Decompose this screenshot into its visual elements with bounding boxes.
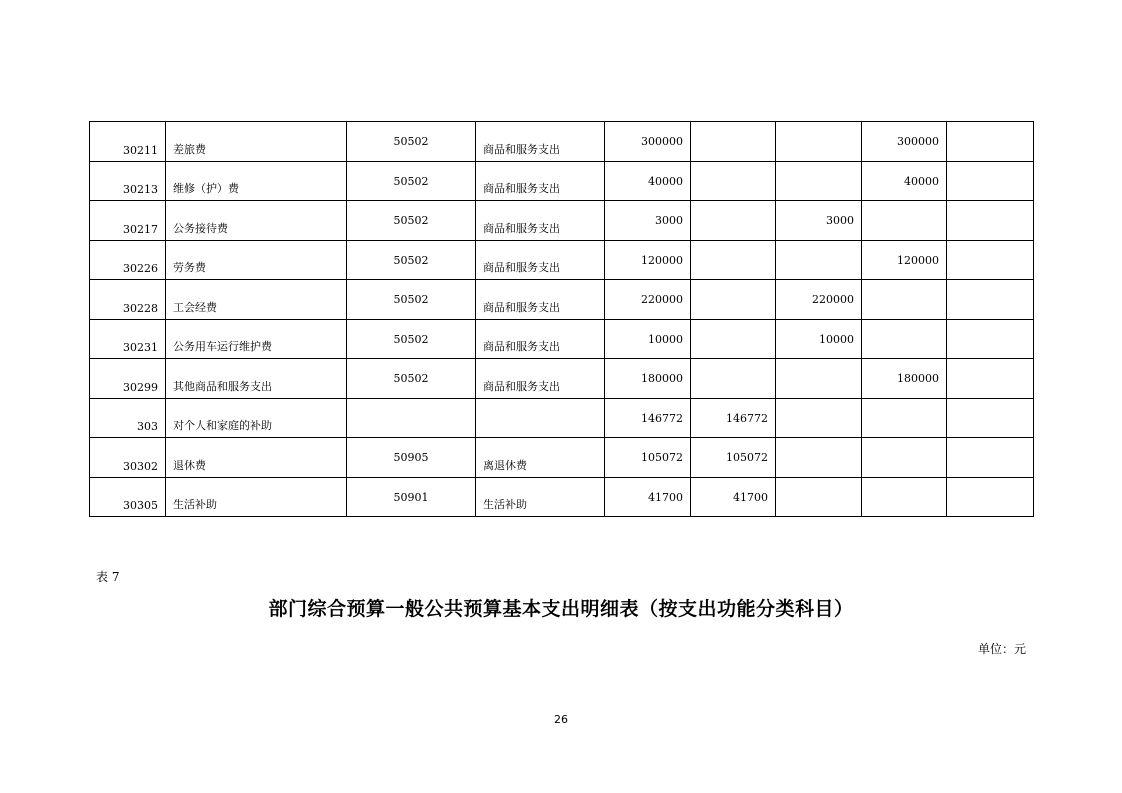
extra-amount-cell bbox=[947, 280, 1034, 320]
public-amount-cell bbox=[776, 359, 862, 399]
total-amount-text: 220000 bbox=[641, 293, 683, 306]
subject-name-cell bbox=[166, 240, 347, 280]
subject-name-cell bbox=[166, 477, 347, 517]
economic-code-cell bbox=[347, 122, 476, 162]
table-row bbox=[90, 122, 1034, 162]
total-amount-text: 300000 bbox=[641, 135, 683, 148]
subject-code-text: 30211 bbox=[123, 143, 158, 157]
other-amount-cell bbox=[862, 477, 947, 517]
subject-code-cell bbox=[90, 201, 166, 241]
extra-amount-cell bbox=[947, 240, 1034, 280]
other-amount-cell bbox=[862, 161, 947, 201]
table-body bbox=[90, 122, 1034, 517]
extra-amount-cell bbox=[947, 161, 1034, 201]
extra-amount-cell bbox=[947, 122, 1034, 162]
economic-code-text: 50502 bbox=[393, 135, 429, 148]
table-row bbox=[90, 438, 1034, 478]
economic-code-text: 50502 bbox=[393, 174, 429, 188]
public-amount-text: 3000 bbox=[826, 214, 854, 227]
economic-code-text: 50905 bbox=[393, 451, 429, 464]
table-row bbox=[90, 398, 1034, 438]
public-amount-cell bbox=[776, 240, 862, 280]
other-amount-cell bbox=[862, 319, 947, 359]
economic-name-text: 商品和服务支出 bbox=[483, 182, 560, 195]
table-row bbox=[90, 201, 1034, 241]
economic-code-cell bbox=[347, 319, 476, 359]
table-row bbox=[90, 240, 1034, 280]
economic-code-text: 50502 bbox=[393, 253, 429, 267]
economic-name-text: 商品和服务支出 bbox=[483, 142, 560, 156]
total-amount-text: 146772 bbox=[641, 411, 683, 425]
total-amount-cell bbox=[605, 280, 691, 320]
subject-code-text: 303 bbox=[137, 420, 158, 433]
other-amount-cell bbox=[862, 201, 947, 241]
other-amount-text: 120000 bbox=[897, 253, 939, 267]
economic-name-text: 离退休费 bbox=[483, 458, 527, 472]
economic-code-cell bbox=[347, 477, 476, 517]
economic-code-text: 50502 bbox=[393, 293, 429, 306]
extra-amount-cell bbox=[947, 398, 1034, 438]
economic-name-text: 商品和服务支出 bbox=[483, 261, 560, 274]
subject-name-cell bbox=[166, 201, 347, 241]
other-amount-cell bbox=[862, 122, 947, 162]
subject-name-text: 对个人和家庭的补助 bbox=[173, 419, 272, 432]
total-amount-text: 120000 bbox=[641, 253, 683, 267]
economic-name-cell bbox=[476, 240, 605, 280]
public-amount-cell bbox=[776, 319, 862, 359]
economic-name-cell bbox=[476, 438, 605, 478]
subject-name-text: 差旅费 bbox=[173, 142, 206, 156]
extra-amount-cell bbox=[947, 438, 1034, 478]
subject-name-cell bbox=[166, 438, 347, 478]
economic-code-cell bbox=[347, 280, 476, 320]
other-amount-cell bbox=[862, 240, 947, 280]
economic-code-text: 50502 bbox=[393, 332, 429, 346]
subject-code-text: 30302 bbox=[123, 459, 158, 473]
table-row bbox=[90, 280, 1034, 320]
economic-name-cell bbox=[476, 280, 605, 320]
subject-name-cell bbox=[166, 398, 347, 438]
personnel-amount-cell bbox=[691, 201, 776, 241]
total-amount-text: 41700 bbox=[648, 490, 683, 504]
subject-code-cell bbox=[90, 359, 166, 399]
total-amount-cell bbox=[605, 477, 691, 517]
table-row bbox=[90, 477, 1034, 517]
extra-amount-cell bbox=[947, 477, 1034, 517]
economic-name-text: 商品和服务支出 bbox=[483, 300, 560, 314]
economic-name-cell bbox=[476, 319, 605, 359]
total-amount-cell bbox=[605, 438, 691, 478]
subject-name-text: 公务接待费 bbox=[173, 221, 228, 235]
personnel-amount-cell bbox=[691, 240, 776, 280]
personnel-amount-text: 105072 bbox=[726, 451, 768, 464]
subject-code-text: 30305 bbox=[123, 499, 158, 512]
economic-code-text: 50502 bbox=[393, 214, 429, 227]
subject-code-cell bbox=[90, 398, 166, 438]
subject-code-text: 30213 bbox=[123, 183, 158, 196]
subject-code-cell bbox=[90, 319, 166, 359]
economic-code-text: 50502 bbox=[393, 372, 429, 385]
other-amount-text: 40000 bbox=[904, 174, 939, 188]
economic-name-cell bbox=[476, 477, 605, 517]
extra-amount-cell bbox=[947, 201, 1034, 241]
subject-name-text: 劳务费 bbox=[173, 261, 206, 274]
economic-name-cell bbox=[476, 161, 605, 201]
total-amount-cell bbox=[605, 122, 691, 162]
personnel-amount-cell bbox=[691, 280, 776, 320]
extra-amount-cell bbox=[947, 359, 1034, 399]
table-row bbox=[90, 319, 1034, 359]
public-amount-cell bbox=[776, 161, 862, 201]
personnel-amount-cell bbox=[691, 438, 776, 478]
public-amount-text: 10000 bbox=[819, 332, 854, 346]
total-amount-cell bbox=[605, 161, 691, 201]
personnel-amount-cell bbox=[691, 161, 776, 201]
economic-code-text: 50901 bbox=[393, 490, 429, 504]
economic-code-cell bbox=[347, 359, 476, 399]
other-amount-text: 180000 bbox=[897, 372, 939, 385]
total-amount-cell bbox=[605, 398, 691, 438]
public-amount-cell bbox=[776, 477, 862, 517]
economic-name-cell bbox=[476, 359, 605, 399]
subject-name-cell bbox=[166, 161, 347, 201]
subject-code-cell bbox=[90, 122, 166, 162]
total-amount-text: 180000 bbox=[641, 372, 683, 385]
table-row bbox=[90, 359, 1034, 399]
economic-name-text: 商品和服务支出 bbox=[483, 340, 560, 353]
personnel-amount-cell bbox=[691, 477, 776, 517]
total-amount-text: 3000 bbox=[655, 214, 683, 227]
personnel-amount-cell bbox=[691, 359, 776, 399]
personnel-amount-text: 146772 bbox=[726, 411, 768, 425]
other-amount-cell bbox=[862, 438, 947, 478]
page-number: 26 bbox=[554, 713, 568, 726]
page-title: 部门综合预算一般公共预算基本支出明细表（按支出功能分类科目） bbox=[268, 598, 854, 620]
subject-code-cell bbox=[90, 438, 166, 478]
subject-name-text: 退休费 bbox=[173, 458, 206, 472]
total-amount-text: 105072 bbox=[641, 451, 683, 464]
public-amount-cell bbox=[776, 201, 862, 241]
personnel-amount-cell bbox=[691, 319, 776, 359]
personnel-amount-cell bbox=[691, 398, 776, 438]
subject-name-cell bbox=[166, 280, 347, 320]
table-number-label: 表 7 bbox=[96, 570, 120, 584]
subject-name-cell bbox=[166, 359, 347, 399]
economic-name-text: 商品和服务支出 bbox=[483, 379, 560, 393]
total-amount-cell bbox=[605, 240, 691, 280]
subject-name-text: 工会经费 bbox=[173, 300, 217, 314]
other-amount-cell bbox=[862, 398, 947, 438]
public-amount-text: 220000 bbox=[812, 293, 854, 306]
public-amount-cell bbox=[776, 438, 862, 478]
economic-name-cell bbox=[476, 122, 605, 162]
public-amount-cell bbox=[776, 122, 862, 162]
other-amount-text: 300000 bbox=[897, 135, 939, 148]
subject-code-cell bbox=[90, 280, 166, 320]
other-amount-cell bbox=[862, 359, 947, 399]
subject-code-text: 30217 bbox=[123, 222, 158, 236]
public-amount-cell bbox=[776, 398, 862, 438]
economic-code-cell bbox=[347, 438, 476, 478]
extra-amount-cell bbox=[947, 319, 1034, 359]
subject-code-cell bbox=[90, 161, 166, 201]
economic-code-cell bbox=[347, 398, 476, 438]
subject-name-cell bbox=[166, 319, 347, 359]
subject-name-text: 公务用车运行维护费 bbox=[173, 340, 272, 353]
subject-code-text: 30226 bbox=[123, 262, 158, 275]
subject-name-text: 维修（护）费 bbox=[173, 182, 239, 195]
subject-code-cell bbox=[90, 240, 166, 280]
subject-code-text: 30228 bbox=[123, 301, 158, 315]
total-amount-text: 10000 bbox=[648, 332, 683, 346]
economic-name-cell bbox=[476, 398, 605, 438]
subject-code-text: 30231 bbox=[123, 341, 158, 354]
subject-code-text: 30299 bbox=[123, 380, 158, 394]
unit-label: 单位：元 bbox=[977, 642, 1026, 656]
table-row bbox=[90, 161, 1034, 201]
total-amount-cell bbox=[605, 319, 691, 359]
subject-name-text: 生活补助 bbox=[173, 498, 217, 511]
personnel-amount-cell bbox=[691, 122, 776, 162]
economic-name-cell bbox=[476, 201, 605, 241]
personnel-amount-text: 41700 bbox=[733, 490, 768, 504]
total-amount-cell bbox=[605, 359, 691, 399]
economic-code-cell bbox=[347, 240, 476, 280]
economic-name-text: 生活补助 bbox=[483, 498, 527, 511]
economic-name-text: 商品和服务支出 bbox=[483, 221, 560, 235]
subject-code-cell bbox=[90, 477, 166, 517]
economic-code-cell bbox=[347, 161, 476, 201]
other-amount-cell bbox=[862, 280, 947, 320]
public-amount-cell bbox=[776, 280, 862, 320]
subject-name-text: 其他商品和服务支出 bbox=[173, 379, 272, 393]
budget-detail-table bbox=[89, 121, 1034, 517]
economic-code-cell bbox=[347, 201, 476, 241]
total-amount-cell bbox=[605, 201, 691, 241]
total-amount-text: 40000 bbox=[648, 174, 683, 188]
subject-name-cell bbox=[166, 122, 347, 162]
